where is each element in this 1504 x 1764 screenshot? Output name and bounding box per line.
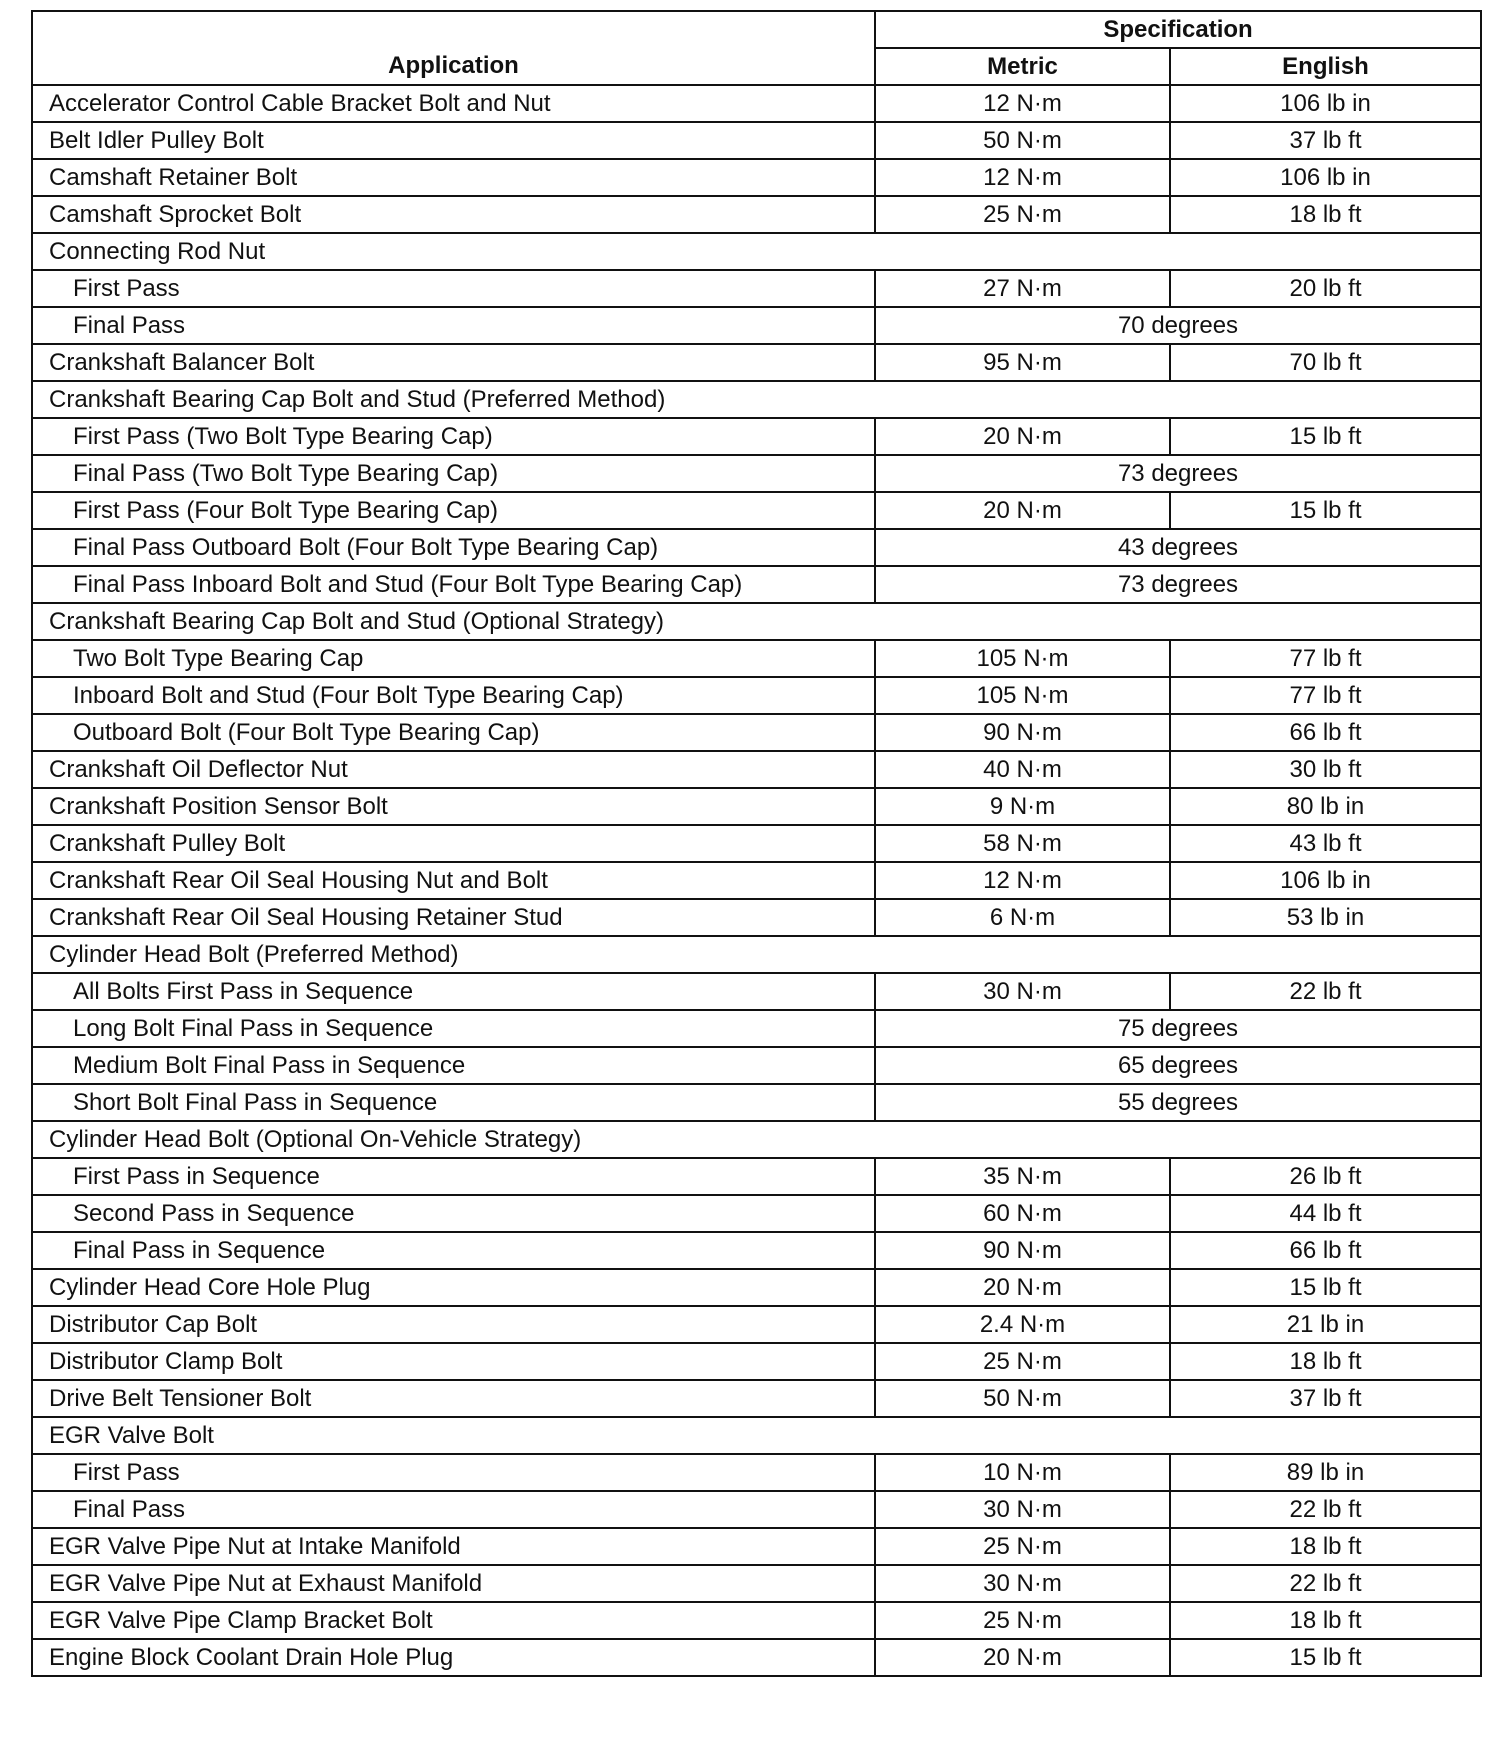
application-cell: Belt Idler Pulley Bolt <box>32 122 875 159</box>
english-cell: 106 lb in <box>1170 862 1481 899</box>
table-row <box>32 1565 1481 1602</box>
table-row <box>32 233 1481 270</box>
table-row <box>32 122 1481 159</box>
table-row <box>32 529 1481 566</box>
table-row <box>32 1269 1481 1306</box>
metric-cell: 6 N·m <box>875 899 1170 936</box>
english-cell: 18 lb ft <box>1170 196 1481 233</box>
metric-cell: 25 N·m <box>875 1602 1170 1639</box>
application-cell: First Pass (Four Bolt Type Bearing Cap) <box>32 492 875 529</box>
table-row <box>32 788 1481 825</box>
metric-cell: 95 N·m <box>875 344 1170 381</box>
english-cell: 89 lb in <box>1170 1454 1481 1491</box>
application-cell: Final Pass Inboard Bolt and Stud (Four Bolt Type Bearing Cap) <box>32 566 875 603</box>
table-row <box>32 1417 1481 1454</box>
table-row <box>32 1195 1481 1232</box>
angle-spec-cell: 75 degrees <box>875 1010 1481 1047</box>
table-row <box>32 1232 1481 1269</box>
english-cell: 15 lb ft <box>1170 492 1481 529</box>
application-cell: Final Pass <box>32 1491 875 1528</box>
metric-cell: 35 N·m <box>875 1158 1170 1195</box>
application-cell: First Pass in Sequence <box>32 1158 875 1195</box>
table-row <box>32 973 1481 1010</box>
english-cell: 22 lb ft <box>1170 1491 1481 1528</box>
group-heading-cell: Connecting Rod Nut <box>32 233 1481 270</box>
metric-cell: 50 N·m <box>875 122 1170 159</box>
english-cell: 15 lb ft <box>1170 1639 1481 1676</box>
metric-cell: 9 N·m <box>875 788 1170 825</box>
english-cell: 21 lb in <box>1170 1306 1481 1343</box>
application-cell: Crankshaft Balancer Bolt <box>32 344 875 381</box>
application-cell: Engine Block Coolant Drain Hole Plug <box>32 1639 875 1676</box>
table-row <box>32 1047 1481 1084</box>
table-row <box>32 455 1481 492</box>
metric-cell: 50 N·m <box>875 1380 1170 1417</box>
english-cell: 80 lb in <box>1170 788 1481 825</box>
english-cell: 37 lb ft <box>1170 122 1481 159</box>
metric-cell: 30 N·m <box>875 973 1170 1010</box>
application-cell: Final Pass in Sequence <box>32 1232 875 1269</box>
metric-cell: 40 N·m <box>875 751 1170 788</box>
english-header: English <box>1170 48 1481 85</box>
application-cell: Final Pass <box>32 307 875 344</box>
table-row <box>32 1380 1481 1417</box>
application-cell: Crankshaft Oil Deflector Nut <box>32 751 875 788</box>
table-row <box>32 159 1481 196</box>
application-cell: Accelerator Control Cable Bracket Bolt and Nut <box>32 85 875 122</box>
metric-cell: 20 N·m <box>875 1269 1170 1306</box>
table-row <box>32 751 1481 788</box>
table-row <box>32 1010 1481 1047</box>
table-row <box>32 1602 1481 1639</box>
table-row <box>32 1454 1481 1491</box>
table-row <box>32 936 1481 973</box>
application-cell: Two Bolt Type Bearing Cap <box>32 640 875 677</box>
application-cell: EGR Valve Pipe Nut at Exhaust Manifold <box>32 1565 875 1602</box>
specification-header: Specification <box>875 11 1481 48</box>
metric-cell: 27 N·m <box>875 270 1170 307</box>
table-row <box>32 1158 1481 1195</box>
table-row <box>32 85 1481 122</box>
group-heading-cell: Crankshaft Bearing Cap Bolt and Stud (Preferred Method) <box>32 381 1481 418</box>
application-cell: Cylinder Head Core Hole Plug <box>32 1269 875 1306</box>
metric-cell: 30 N·m <box>875 1491 1170 1528</box>
metric-header: Metric <box>875 48 1170 85</box>
table-row <box>32 862 1481 899</box>
table-row <box>32 1343 1481 1380</box>
english-cell: 106 lb in <box>1170 85 1481 122</box>
table-row <box>32 899 1481 936</box>
group-heading-cell: Crankshaft Bearing Cap Bolt and Stud (Optional Strategy) <box>32 603 1481 640</box>
english-cell: 53 lb in <box>1170 899 1481 936</box>
metric-cell: 12 N·m <box>875 862 1170 899</box>
metric-cell: 2.4 N·m <box>875 1306 1170 1343</box>
metric-cell: 20 N·m <box>875 1639 1170 1676</box>
table-row <box>32 418 1481 455</box>
table-row <box>32 1528 1481 1565</box>
table-row <box>32 714 1481 751</box>
metric-cell: 90 N·m <box>875 714 1170 751</box>
torque-spec-table <box>31 10 1482 1677</box>
english-cell: 15 lb ft <box>1170 418 1481 455</box>
table-row <box>32 825 1481 862</box>
table-row <box>32 1639 1481 1676</box>
table-row <box>32 307 1481 344</box>
metric-cell: 25 N·m <box>875 1528 1170 1565</box>
group-heading-cell: Cylinder Head Bolt (Preferred Method) <box>32 936 1481 973</box>
table-row <box>32 381 1481 418</box>
table-row <box>32 603 1481 640</box>
metric-cell: 20 N·m <box>875 418 1170 455</box>
table-row <box>32 492 1481 529</box>
angle-spec-cell: 55 degrees <box>875 1084 1481 1121</box>
table-row <box>32 1491 1481 1528</box>
table-row <box>32 1306 1481 1343</box>
english-cell: 66 lb ft <box>1170 1232 1481 1269</box>
table-row <box>32 196 1481 233</box>
application-cell: Crankshaft Rear Oil Seal Housing Nut and Bolt <box>32 862 875 899</box>
application-cell: Drive Belt Tensioner Bolt <box>32 1380 875 1417</box>
table-row <box>32 1121 1481 1158</box>
application-cell: Medium Bolt Final Pass in Sequence <box>32 1047 875 1084</box>
group-heading-cell: Cylinder Head Bolt (Optional On-Vehicle Strategy) <box>32 1121 1481 1158</box>
english-cell: 66 lb ft <box>1170 714 1481 751</box>
english-cell: 18 lb ft <box>1170 1343 1481 1380</box>
application-cell: Crankshaft Pulley Bolt <box>32 825 875 862</box>
metric-cell: 105 N·m <box>875 677 1170 714</box>
english-cell: 26 lb ft <box>1170 1158 1481 1195</box>
application-cell: Camshaft Sprocket Bolt <box>32 196 875 233</box>
english-cell: 30 lb ft <box>1170 751 1481 788</box>
english-cell: 77 lb ft <box>1170 677 1481 714</box>
english-cell: 37 lb ft <box>1170 1380 1481 1417</box>
application-cell: Camshaft Retainer Bolt <box>32 159 875 196</box>
table-row <box>32 566 1481 603</box>
metric-cell: 30 N·m <box>875 1565 1170 1602</box>
application-cell: Short Bolt Final Pass in Sequence <box>32 1084 875 1121</box>
application-cell: EGR Valve Pipe Nut at Intake Manifold <box>32 1528 875 1565</box>
application-cell: Long Bolt Final Pass in Sequence <box>32 1010 875 1047</box>
application-cell: First Pass <box>32 270 875 307</box>
application-cell: All Bolts First Pass in Sequence <box>32 973 875 1010</box>
metric-cell: 90 N·m <box>875 1232 1170 1269</box>
english-cell: 77 lb ft <box>1170 640 1481 677</box>
english-cell: 70 lb ft <box>1170 344 1481 381</box>
metric-cell: 60 N·m <box>875 1195 1170 1232</box>
english-cell: 22 lb ft <box>1170 973 1481 1010</box>
english-cell: 22 lb ft <box>1170 1565 1481 1602</box>
angle-spec-cell: 73 degrees <box>875 566 1481 603</box>
metric-cell: 20 N·m <box>875 492 1170 529</box>
metric-cell: 58 N·m <box>875 825 1170 862</box>
english-cell: 106 lb in <box>1170 159 1481 196</box>
application-cell: Final Pass Outboard Bolt (Four Bolt Type Bearing Cap) <box>32 529 875 566</box>
group-heading-cell: EGR Valve Bolt <box>32 1417 1481 1454</box>
english-cell: 43 lb ft <box>1170 825 1481 862</box>
metric-cell: 10 N·m <box>875 1454 1170 1491</box>
application-cell: First Pass (Two Bolt Type Bearing Cap) <box>32 418 875 455</box>
application-cell: EGR Valve Pipe Clamp Bracket Bolt <box>32 1602 875 1639</box>
angle-spec-cell: 73 degrees <box>875 455 1481 492</box>
metric-cell: 105 N·m <box>875 640 1170 677</box>
english-cell: 15 lb ft <box>1170 1269 1481 1306</box>
metric-cell: 25 N·m <box>875 196 1170 233</box>
metric-cell: 12 N·m <box>875 159 1170 196</box>
application-cell: First Pass <box>32 1454 875 1491</box>
angle-spec-cell: 65 degrees <box>875 1047 1481 1084</box>
application-cell: Crankshaft Position Sensor Bolt <box>32 788 875 825</box>
table-body <box>32 85 1481 1676</box>
application-cell: Second Pass in Sequence <box>32 1195 875 1232</box>
angle-spec-cell: 43 degrees <box>875 529 1481 566</box>
application-cell: Inboard Bolt and Stud (Four Bolt Type Bearing Cap) <box>32 677 875 714</box>
table-row <box>32 640 1481 677</box>
header-row-top <box>32 11 1481 48</box>
english-cell: 18 lb ft <box>1170 1528 1481 1565</box>
english-cell: 44 lb ft <box>1170 1195 1481 1232</box>
english-cell: 20 lb ft <box>1170 270 1481 307</box>
angle-spec-cell: 70 degrees <box>875 307 1481 344</box>
table-row <box>32 270 1481 307</box>
table-header <box>32 11 1481 85</box>
application-header: Application <box>32 11 875 85</box>
table-row <box>32 344 1481 381</box>
metric-cell: 12 N·m <box>875 85 1170 122</box>
application-cell: Distributor Cap Bolt <box>32 1306 875 1343</box>
application-cell: Distributor Clamp Bolt <box>32 1343 875 1380</box>
metric-cell: 25 N·m <box>875 1343 1170 1380</box>
application-cell: Outboard Bolt (Four Bolt Type Bearing Cap) <box>32 714 875 751</box>
application-cell: Final Pass (Two Bolt Type Bearing Cap) <box>32 455 875 492</box>
application-cell: Crankshaft Rear Oil Seal Housing Retainer Stud <box>32 899 875 936</box>
table-row <box>32 677 1481 714</box>
table-row <box>32 1084 1481 1121</box>
english-cell: 18 lb ft <box>1170 1602 1481 1639</box>
